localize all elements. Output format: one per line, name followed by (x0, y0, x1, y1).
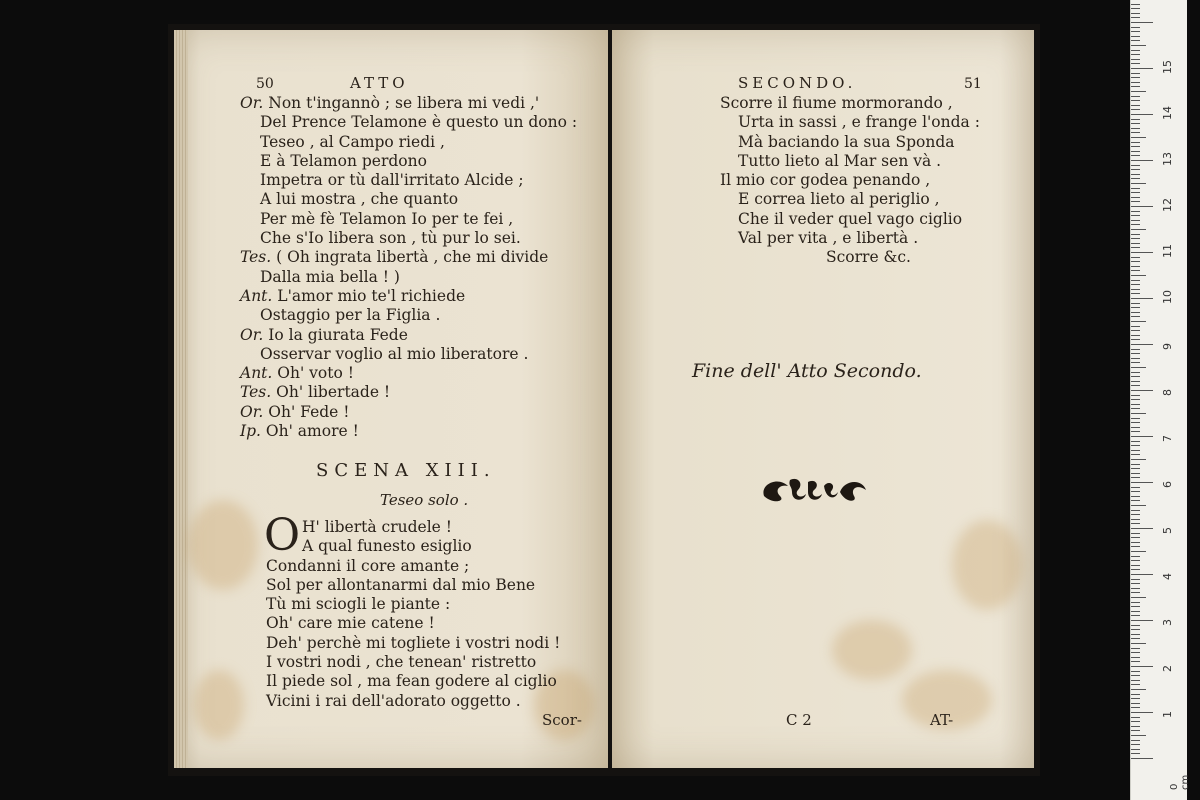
ruler-tick (1131, 735, 1146, 736)
ruler-label: 12 (1161, 198, 1174, 212)
ruler-tick (1131, 86, 1140, 87)
dialogue-line (240, 113, 577, 132)
drop-cap: O (264, 510, 301, 561)
ruler-tick (1131, 537, 1140, 538)
ruler-tick (1131, 376, 1140, 377)
verse-line: Scorre &c. (826, 248, 911, 267)
scene-title: SCENA XIII. (316, 460, 496, 481)
ruler-tick (1131, 740, 1140, 741)
monologue-line: Oh' care mie catene ! (266, 614, 435, 633)
ruler-tick (1131, 63, 1140, 64)
line-text: Non t'ingannò ; se libera mi vedi ,' (268, 94, 540, 112)
ruler-tick (1131, 450, 1140, 451)
ruler-tick (1131, 91, 1146, 92)
catchword: Scor- (542, 711, 582, 729)
ruler-tick (1131, 243, 1140, 244)
ruler-tick (1131, 615, 1140, 616)
ruler-tick (1131, 390, 1153, 391)
dialogue-line (240, 383, 577, 402)
ruler-label: 7 (1161, 435, 1174, 442)
ruler-tick (1131, 146, 1140, 147)
verse-line: Val per vita , e libertà . (738, 229, 919, 248)
ruler-tick (1131, 671, 1140, 672)
line-text: Teseo , al Campo riedi , (260, 132, 445, 151)
ruler-tick (1131, 459, 1146, 460)
foxing-stain (194, 670, 244, 740)
ruler-tick (1131, 445, 1140, 446)
ruler-label: 5 (1161, 527, 1174, 534)
ruler-tick (1131, 59, 1140, 60)
ruler-label: 8 (1161, 389, 1174, 396)
running-head: ATTO (350, 74, 409, 92)
ruler-tick (1131, 73, 1140, 74)
speaker-abbrev: Tes. (240, 383, 272, 402)
ruler-tick (1131, 523, 1140, 524)
ruler-tick (1131, 629, 1140, 630)
ruler-tick (1131, 441, 1140, 442)
ruler-tick (1131, 528, 1153, 529)
speaker-abbrev: Ant. (240, 286, 273, 305)
ruler-tick (1131, 491, 1140, 492)
ruler-tick (1131, 638, 1140, 639)
ruler-label: 6 (1161, 481, 1174, 488)
ruler-tick (1131, 436, 1153, 437)
ruler-tick (1131, 335, 1140, 336)
dialogue-line (240, 326, 577, 345)
dialogue-line (240, 152, 577, 171)
dialogue-line (240, 306, 577, 325)
ruler-label: 1 (1161, 711, 1174, 718)
right-page (612, 30, 1034, 768)
line-text: Per mè fè Telamon Io per te fei , (260, 209, 514, 228)
ruler-tick (1131, 744, 1140, 745)
signature-mark: C 2 (786, 711, 812, 729)
scene-subtitle: Teseo solo . (380, 491, 469, 509)
speaker-abbrev: Or. (240, 325, 264, 344)
dialogue-line (240, 229, 577, 248)
ruler-tick (1131, 611, 1140, 612)
ruler-tick (1131, 174, 1140, 175)
line-text: Del Prence Telamone è questo un dono : (260, 113, 578, 132)
ruler-tick (1131, 707, 1140, 708)
monologue-line: Sol per allontanarmi dal mio Bene (266, 575, 536, 594)
verse-line: Mà baciando la sua Sponda (738, 132, 955, 151)
ruler-tick (1131, 579, 1140, 580)
ruler-tick (1131, 36, 1140, 37)
dialogue-line (240, 248, 577, 267)
ruler-tick (1131, 482, 1153, 483)
ruler-tick (1131, 533, 1140, 534)
ruler-tick (1131, 123, 1140, 124)
ruler-tick (1131, 82, 1140, 83)
dialogue-line (240, 287, 577, 306)
dialogue-line (240, 210, 577, 229)
ruler-tick (1131, 220, 1140, 221)
monologue-line: I vostri nodi , che tenean' ristretto (266, 653, 537, 672)
ruler-tick (1131, 234, 1140, 235)
catchword: AT- (930, 711, 954, 729)
ruler-tick (1131, 661, 1140, 662)
ruler-label: 15 (1161, 60, 1174, 74)
verse-line: Tutto lieto al Mar sen và . (738, 151, 942, 170)
ruler-tick (1131, 404, 1140, 405)
ruler-tick (1131, 703, 1140, 704)
ruler-tick (1131, 385, 1140, 386)
ruler-tick (1131, 275, 1146, 276)
speaker-abbrev: Ant. (240, 364, 273, 383)
ruler-tick (1131, 330, 1140, 331)
ruler-tick (1131, 427, 1140, 428)
ruler-tick (1131, 565, 1140, 566)
ruler-tick (1131, 353, 1140, 354)
ruler-tick (1131, 753, 1140, 754)
ruler-tick (1131, 339, 1140, 340)
line-text: Che s'Io libera son , tù pur lo sei. (260, 229, 521, 248)
ruler-tick (1131, 257, 1140, 258)
ruler-tick (1131, 473, 1140, 474)
line-text: Impetra or tù dall'irritato Alcide ; (260, 171, 524, 190)
page-edges (174, 30, 188, 768)
monologue-line: Tù mi sciogli le piante : (266, 595, 451, 614)
line-text: Ostaggio per la Figlia . (260, 306, 441, 325)
ruler-tick (1131, 155, 1140, 156)
ruler-tick (1131, 266, 1140, 267)
ruler-tick (1131, 717, 1140, 718)
dialogue-line (240, 422, 577, 441)
speaker-abbrev: Or. (240, 94, 264, 112)
ruler-tick (1131, 583, 1140, 584)
monologue-line: Condanni il core amante ; (266, 556, 470, 575)
ruler-tick (1131, 13, 1140, 14)
ruler-tick (1131, 105, 1140, 106)
monologue-line: A qual funesto esiglio (302, 537, 472, 556)
ruler-tick (1131, 510, 1140, 511)
line-text: A lui mostra , che quanto (260, 190, 459, 209)
ruler-tick (1131, 68, 1153, 69)
ruler-tick (1131, 574, 1153, 575)
ruler-tick (1131, 684, 1140, 685)
ruler-tick (1131, 560, 1140, 561)
ruler-tick (1131, 238, 1140, 239)
ruler-tick (1131, 634, 1140, 635)
ruler-tick (1131, 500, 1140, 501)
ruler-tick (1131, 151, 1140, 152)
ruler-tick (1131, 606, 1140, 607)
ruler-tick (1131, 468, 1140, 469)
dialogue-line (240, 171, 577, 190)
ruler-tick (1131, 132, 1140, 133)
ruler-tick (1131, 487, 1140, 488)
end-of-act: Fine dell' Atto Secondo. (692, 360, 922, 382)
monologue-block (266, 518, 560, 711)
ruler-label: 9 (1161, 343, 1174, 350)
ruler-tick (1131, 588, 1140, 589)
ruler-tick (1131, 496, 1140, 497)
line-text: Oh' Fede ! (268, 402, 350, 421)
ruler-tick (1131, 592, 1140, 593)
ruler-tick (1131, 128, 1140, 129)
page-number: 51 (964, 76, 982, 92)
ruler-tick (1131, 4, 1140, 5)
verse-block (714, 94, 980, 268)
ruler-tick (1131, 730, 1140, 731)
ruler-tick (1131, 395, 1140, 396)
open-book (168, 24, 1040, 776)
dialogue-line (240, 94, 577, 113)
ruler-label: 14 (1161, 106, 1174, 120)
ruler-tick (1131, 229, 1146, 230)
ruler-tick (1131, 192, 1140, 193)
ruler-tick (1131, 381, 1140, 382)
ruler-tick (1131, 293, 1140, 294)
ruler-tick (1131, 312, 1140, 313)
ruler-tick (1131, 96, 1140, 97)
ruler-tick (1131, 597, 1146, 598)
ruler-tick (1131, 477, 1140, 478)
monologue-line: Deh' perchè mi togliete i vostri nodi ! (266, 633, 561, 652)
ruler-tick (1131, 114, 1153, 115)
monologue-line: Vicini i rai dell'adorato oggetto . (266, 691, 521, 710)
ruler-tick (1131, 721, 1140, 722)
ruler-tick (1131, 137, 1146, 138)
ruler-tick (1131, 31, 1140, 32)
dialogue-line (240, 268, 577, 287)
ruler-tick (1131, 413, 1146, 414)
verse-line: Il mio cor godea penando , (720, 171, 931, 190)
foxing-stain (952, 520, 1022, 610)
ruler-tick (1131, 454, 1140, 455)
ruler-tick (1131, 270, 1140, 271)
ruler-tick (1131, 344, 1153, 345)
page-number: 50 (256, 76, 274, 92)
speaker-abbrev: Or. (240, 402, 264, 421)
ruler-tick (1131, 602, 1140, 603)
ruler-tick (1131, 197, 1140, 198)
ruler-tick (1131, 54, 1140, 55)
ruler-tick (1131, 726, 1140, 727)
ruler-tick (1131, 505, 1146, 506)
ruler-tick (1131, 758, 1153, 759)
ruler-tick (1131, 224, 1140, 225)
ruler-tick (1131, 188, 1140, 189)
foxing-stain (832, 620, 912, 680)
dialogue-line (240, 364, 577, 383)
ruler-tick (1131, 372, 1140, 373)
ruler-tick (1131, 514, 1140, 515)
dialogue-line (240, 345, 577, 364)
ruler-tick (1131, 215, 1140, 216)
line-text: Dalla mia bella ! ) (260, 267, 400, 286)
ruler-tick (1131, 160, 1153, 161)
ruler-tick (1131, 183, 1146, 184)
monologue-line: H' libertà crudele ! (302, 518, 452, 536)
ruler-tick (1131, 165, 1140, 166)
monologue-line: Il piede sol , ma fean godere al ciglio (266, 672, 557, 691)
ruler-tick (1131, 261, 1140, 262)
ruler-tick (1131, 50, 1140, 51)
ruler-tick (1131, 408, 1140, 409)
ruler-tick (1131, 119, 1140, 120)
line-text: Oh' amore ! (265, 422, 359, 441)
ruler-tick (1131, 284, 1140, 285)
ruler-tick (1131, 675, 1140, 676)
ruler-tick (1131, 694, 1140, 695)
ruler-tick (1131, 358, 1140, 359)
printer-ornament-icon (758, 470, 870, 510)
line-text: Oh' libertade ! (276, 383, 391, 402)
ruler-tick (1131, 17, 1140, 18)
ruler-tick (1131, 22, 1153, 23)
line-text: Oh' voto ! (277, 364, 354, 383)
ruler-tick (1131, 201, 1140, 202)
ruler-tick (1131, 625, 1140, 626)
dialogue-block (240, 94, 577, 441)
left-page (174, 30, 608, 768)
line-text: L'amor mio te'l richiede (277, 286, 466, 305)
ruler-tick (1131, 431, 1140, 432)
ruler-label: 10 (1161, 290, 1174, 304)
ruler-tick (1131, 657, 1140, 658)
ruler-tick (1131, 169, 1140, 170)
speaker-abbrev: Tes. (240, 248, 272, 267)
ruler-tick (1131, 569, 1140, 570)
speaker-abbrev: Ip. (240, 422, 261, 441)
ruler-tick (1131, 45, 1146, 46)
verse-line: Scorre il fiume mormorando , (720, 94, 953, 112)
ruler-tick (1131, 289, 1140, 290)
ruler-tick (1131, 542, 1140, 543)
ruler-tick (1131, 712, 1153, 713)
ruler-tick (1131, 321, 1146, 322)
ruler-tick (1131, 206, 1153, 207)
ruler-label: 11 (1161, 244, 1174, 258)
ruler-tick (1131, 422, 1140, 423)
ruler-tick (1131, 252, 1153, 253)
verse-line: E correa lieto al periglio , (738, 190, 940, 209)
ruler-label: 13 (1161, 152, 1174, 166)
ruler-tick (1131, 326, 1140, 327)
dialogue-line (240, 403, 577, 422)
ruler-label: 4 (1161, 573, 1174, 580)
ruler-tick (1131, 362, 1140, 363)
ruler-tick (1131, 109, 1140, 110)
ruler-tick (1131, 464, 1140, 465)
ruler-tick (1131, 298, 1153, 299)
ruler-tick (1131, 77, 1140, 78)
ruler-tick (1131, 643, 1146, 644)
ruler-tick (1131, 551, 1146, 552)
ruler-tick (1131, 303, 1140, 304)
ruler-tick (1131, 8, 1140, 9)
line-text: ( Oh ingrata libertà , che mi divide (276, 248, 549, 267)
ruler-tick (1131, 316, 1140, 317)
verse-line: Che il veder quel vago ciglio (738, 209, 963, 228)
ruler-label: 3 (1161, 619, 1174, 626)
ruler-tick (1131, 556, 1140, 557)
ruler-label: 2 (1161, 665, 1174, 672)
ruler-tick (1131, 247, 1140, 248)
ruler-tick (1131, 307, 1140, 308)
ruler-tick (1131, 27, 1140, 28)
line-text: Io la giurata Fede (268, 325, 408, 344)
ruler-tick (1131, 689, 1146, 690)
ruler-tick (1131, 546, 1140, 547)
foxing-stain (188, 500, 258, 590)
line-text: E à Telamon perdono (260, 151, 427, 170)
dialogue-line (240, 133, 577, 152)
ruler-tick (1131, 178, 1140, 179)
ruler-tick (1131, 211, 1140, 212)
measurement-ruler (1130, 0, 1191, 800)
ruler-tick (1131, 142, 1140, 143)
ruler-tick (1131, 698, 1140, 699)
ruler-tick (1131, 749, 1140, 750)
verse-line: Urta in sassi , e frange l'onda : (738, 113, 980, 132)
ruler-tick (1131, 666, 1153, 667)
ruler-tick (1131, 100, 1140, 101)
ruler-tick (1131, 648, 1140, 649)
line-text: Osservar voglio al mio liberatore . (260, 344, 529, 363)
ruler-tick (1131, 652, 1140, 653)
ruler-tick (1131, 680, 1140, 681)
running-head: SECONDO. (738, 74, 857, 92)
ruler-tick (1131, 418, 1140, 419)
ruler-unit-label: 0 cm (1169, 774, 1191, 790)
ruler-tick (1131, 280, 1140, 281)
ruler-tick (1131, 519, 1140, 520)
ruler-tick (1131, 367, 1146, 368)
ruler-tick (1131, 40, 1140, 41)
ruler-tick (1131, 399, 1140, 400)
dialogue-line (240, 190, 577, 209)
ruler-tick (1131, 349, 1140, 350)
ruler-tick (1131, 620, 1153, 621)
